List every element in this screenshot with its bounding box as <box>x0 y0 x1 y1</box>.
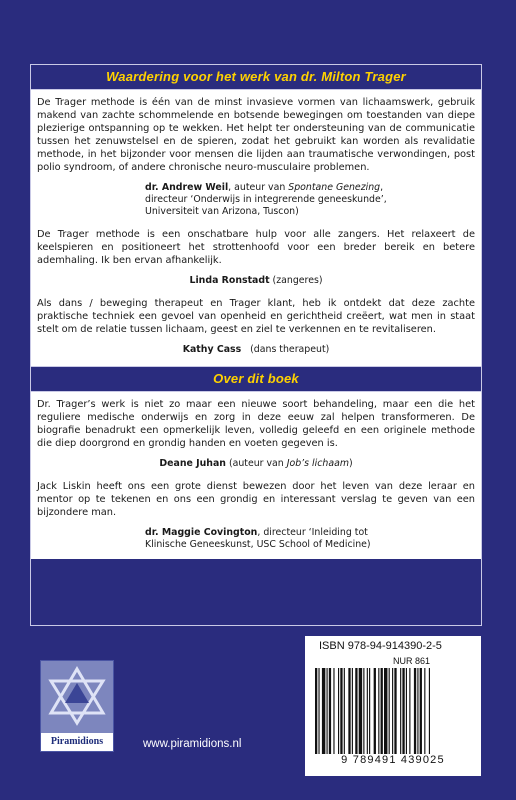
author-name: dr. Andrew Weil <box>145 182 229 193</box>
barcode-bar <box>322 668 325 754</box>
barcode-bar <box>378 668 379 754</box>
barcode-bar <box>384 668 387 754</box>
signature-text: , auteur van <box>228 182 289 193</box>
barcode-bar <box>369 668 370 754</box>
book-title: Spontane Genezing <box>288 182 381 193</box>
publisher-logo-text: Piramidions <box>41 733 113 751</box>
quote-paragraph: Als dans / beweging therapeut en Trager klant, heb ik ontdekt dat deze zachte praktische techniek een gevoel van openheid en gerichtheid creëert, wat men in staat stelt om de relatie tussen lichaam, geest en ziel te verkennen en te revitaliseren. <box>37 298 475 335</box>
barcode-bar <box>389 668 390 754</box>
barcode-bar <box>359 668 362 754</box>
section-heading-about-book: Over dit boek <box>31 366 481 392</box>
barcode-bar <box>406 668 407 754</box>
barcode-bar <box>417 668 418 754</box>
barcode-bar <box>374 668 376 754</box>
barcode-bar <box>329 668 331 754</box>
signature-weil <box>37 182 475 218</box>
signature-covington <box>37 527 475 551</box>
author-name: dr. Maggie Covington <box>145 527 258 538</box>
barcode-bar <box>315 668 317 754</box>
isbn-text: ISBN 978-94-914390-2-5 <box>319 640 442 652</box>
barcode-bar <box>340 668 342 754</box>
barcode-bar <box>333 668 334 754</box>
barcode-bar <box>424 668 425 754</box>
book-title: Job’s lichaam <box>286 458 349 469</box>
barcode-bar <box>400 668 401 754</box>
about-book-section <box>31 392 481 559</box>
barcode-bar <box>327 668 328 754</box>
author-name: Kathy Cass <box>182 344 242 355</box>
barcode-bar <box>392 668 393 754</box>
barcode-bar <box>367 668 368 754</box>
barcode-bar <box>402 668 404 754</box>
signature-text: , directeur ‘Inleiding tot <box>257 527 368 538</box>
signature-juhan <box>37 458 475 470</box>
signature-line: Klinische Geneeskunst, USC School of Medicine) <box>145 539 371 550</box>
quote-paragraph: Jack Liskin heeft ons een grote dienst bewezen door het leven van deze leraar en mentor op te tekenen en ons een grondig en interessant verslag te geven van een bijzondere man. <box>37 481 475 518</box>
nur-text: NUR 861 <box>393 656 431 666</box>
signature-text: , <box>380 182 384 193</box>
signature-cass <box>37 344 475 356</box>
reviews-frame <box>30 64 482 626</box>
signature-text: (zangeres) <box>269 275 323 286</box>
barcode-bar <box>414 668 416 754</box>
quote-paragraph: De Trager methode is één van de minst invasieve vormen van lichaamswerk, gebruik makend van zachte schommelende en botsende bewegingen om toestanden van diepe plezierige ontspanning op te wekken. Het helpt ter ondersteuning van de communicatie tussen het zenuwstelsel en de spieren, zodat het gebruikt kan worden als revalidatie methode, in het bijzonder voor mensen die lijden aan traumatische verwondingen, post polio syndroom, of andere chronische neuro-musculaire problemen. <box>37 97 475 173</box>
barcode-bar <box>409 668 410 754</box>
barcode-bar <box>344 668 345 754</box>
author-name: Linda Ronstadt <box>189 275 270 286</box>
star-of-david-icon <box>41 661 113 733</box>
barcode-bar <box>355 668 357 754</box>
signature-text: ) <box>348 458 353 469</box>
barcode-bar <box>338 668 339 754</box>
barcode-bar <box>381 668 383 754</box>
author-name: Deane Juhan <box>159 458 226 469</box>
publisher-logo <box>40 660 114 752</box>
isbn-barcode-box <box>305 636 481 776</box>
barcode-bar <box>363 668 364 754</box>
signature-ronstadt <box>37 275 475 287</box>
section-heading-appreciation: Waardering voor het werk van dr. Milton Trager <box>31 65 481 90</box>
barcode-bar <box>318 668 319 754</box>
barcode <box>313 668 473 754</box>
barcode-bar <box>352 668 353 754</box>
signature-line: directeur ‘Onderwijs in integrerende geneeskunde’, <box>145 194 387 205</box>
barcode-bar <box>429 668 430 754</box>
barcode-bar <box>420 668 422 754</box>
publisher-website: www.piramidions.nl <box>143 738 242 750</box>
appreciation-section <box>31 90 481 366</box>
barcode-bar <box>348 668 350 754</box>
signature-text: (dans therapeut) <box>241 344 330 355</box>
signature-line: Universiteit van Arizona, Tuscon) <box>145 206 299 217</box>
barcode-bar <box>394 668 396 754</box>
barcode-number: 9 789491 439025 <box>341 754 445 766</box>
signature-text: (auteur van <box>225 458 287 469</box>
quote-paragraph: De Trager methode is een onschatbare hulp voor alle zangers. Het relaxeert de keelspieren en positioneert het strottenhoofd voor een breder bereik en betere ademhaling. Ik ben ervan afhankelijk. <box>37 229 475 266</box>
quote-paragraph: Dr. Trager’s werk is niet zo maar een nieuwe soort behandeling, maar een die het reguliere medische onderwijs en zorg in deze eeuw zal helpen transformeren. De biografie benadrukt een opmerkelijk leven, volledig geleefd en een originele methode die diep doorgrond en grondig handen en voeten gegeven is. <box>37 399 475 449</box>
